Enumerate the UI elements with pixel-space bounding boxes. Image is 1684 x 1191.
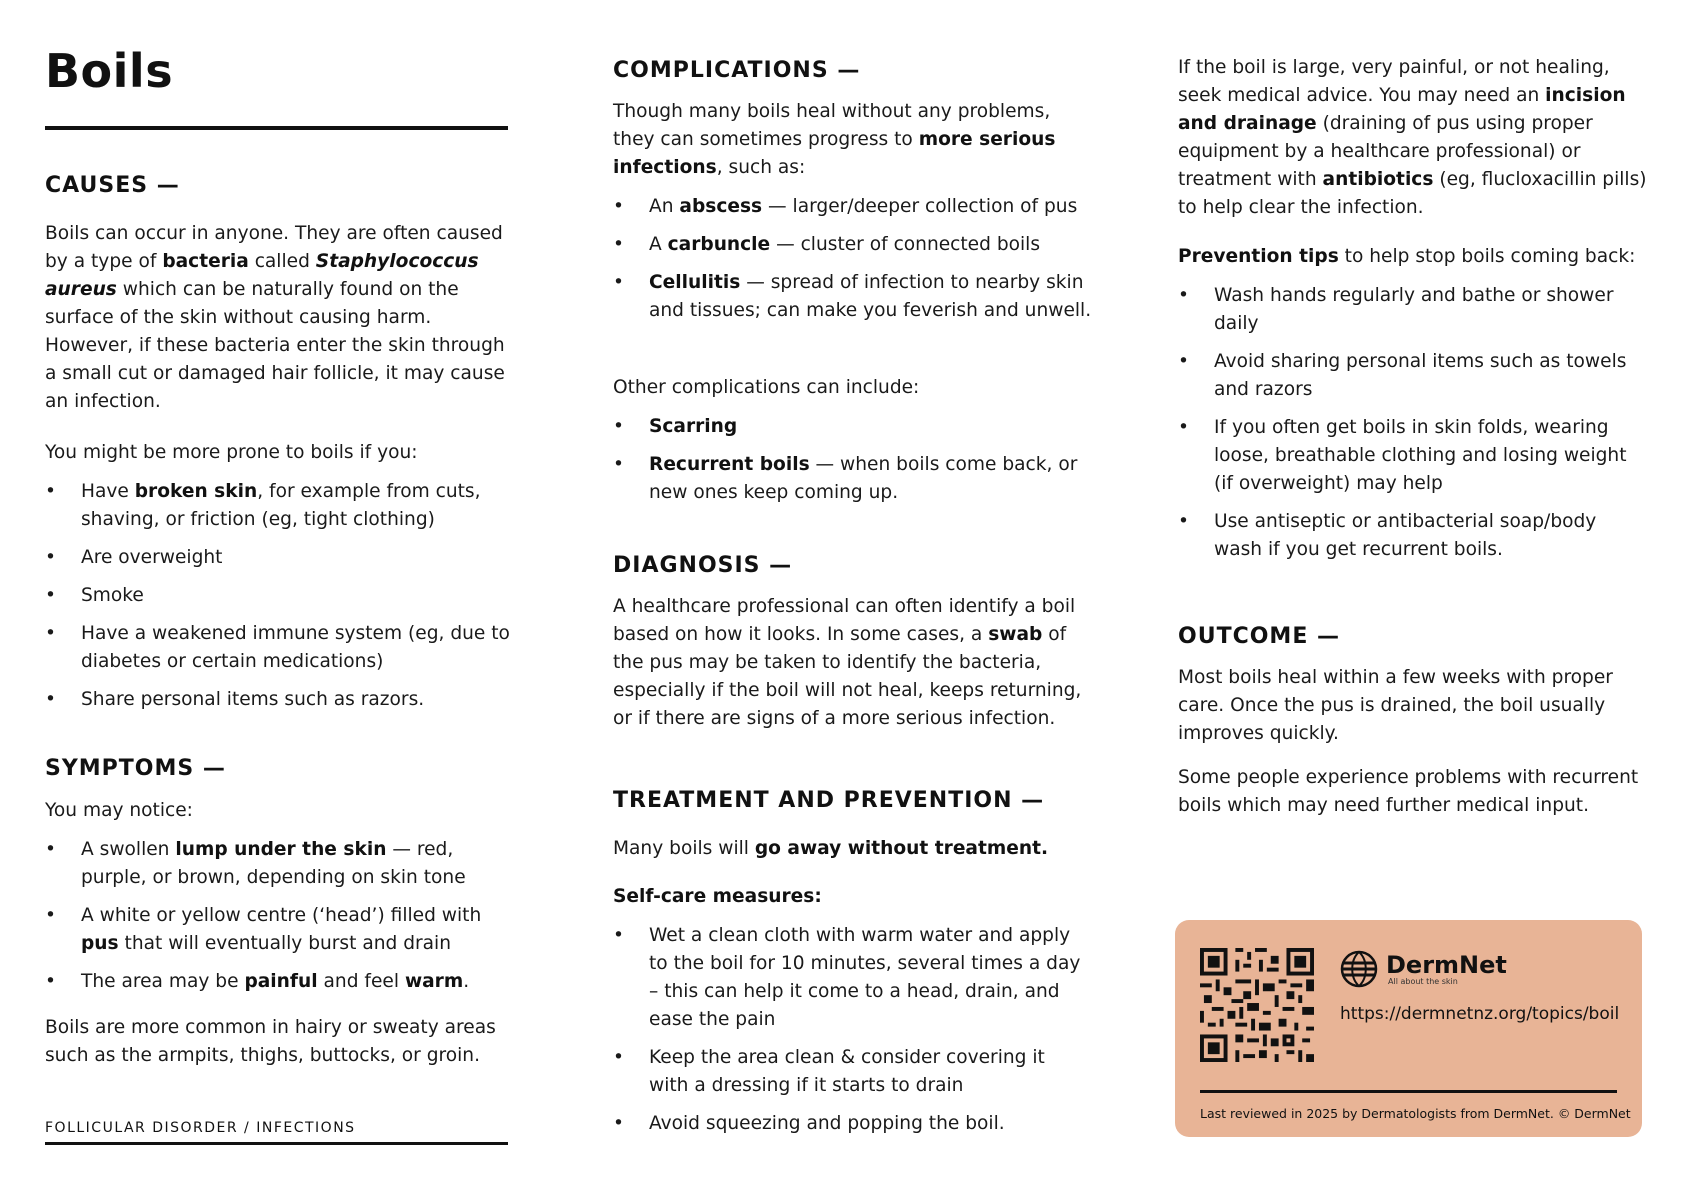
prevention-list <box>1178 282 1648 574</box>
causes-paragraph: Boils can occur in anyone. They are often caused by a type of bacteria called Staphylococcus aureus which can be naturally found on the surface of the skin without causing harm. However, if these bacteria enter the skin through a small cut or damaged hair follicle, it may cause an infection. <box>45 223 505 412</box>
symptoms-intro: You may notice: <box>45 800 193 821</box>
globe-icon <box>1340 950 1378 988</box>
brand-name: DermNet <box>1386 950 1507 979</box>
complications-list-2 <box>613 413 1093 517</box>
review-note: Last reviewed in 2025 by Dermatologists from DermNet. © DermNet <box>1200 1106 1631 1121</box>
list-item: • The area may be painful and feel warm. <box>45 968 515 996</box>
selfcare-heading: Self-care measures: <box>613 886 822 907</box>
list-item: • A carbuncle — cluster of connected boils <box>613 231 1093 259</box>
list-item: • A swollen lump under the skin — red, purple, or brown, depending on skin tone <box>45 836 515 892</box>
dermnet-logo <box>1340 950 1507 988</box>
list-item: • Recurrent boils — when boils come back, or new ones keep coming up. <box>613 451 1093 507</box>
list-item: • An abscess — larger/deeper collection of pus <box>613 193 1093 221</box>
list-item: • Have broken skin, for example from cuts, shaving, or friction (eg, tight clothing) <box>45 478 515 534</box>
treatment-advice: If the boil is large, very painful, or not healing, seek medical advice. You may need an incision and drainage (draining of pus using proper equipment by a healthcare professional) or treatment with antibiotics (eg, flucloxacillin pills) to help clear the infection. <box>1178 57 1647 218</box>
list-item: • Have a weakened immune system (eg, due to diabetes or certain medications) <box>45 620 515 676</box>
list-item: • Smoke <box>45 582 515 610</box>
list-item: • Avoid squeezing and popping the boil. <box>613 1110 1088 1138</box>
outcome-heading: OUTCOME — <box>1178 624 1341 649</box>
list-item: • Keep the area clean & consider covering it with a dressing if it starts to drain <box>613 1044 1088 1100</box>
selfcare-list <box>613 922 1088 1148</box>
complications-heading: COMPLICATIONS — <box>613 58 861 83</box>
footer-divider <box>45 1142 508 1145</box>
diagnosis-paragraph: A healthcare professional can often identify a boil based on how it looks. In some cases, a swab of the pus may be taken to identify the bacteria, especially if the boil will not heal, keeps returning, or if there are signs of a more serious infection. <box>613 596 1082 729</box>
outcome-paragraph-1: Most boils heal within a few weeks with proper care. Once the pus is drained, the boil usually improves quickly. <box>1178 667 1613 744</box>
causes-prone-intro: You might be more prone to boils if you: <box>45 442 418 463</box>
topic-url-link[interactable]: https://dermnetnz.org/topics/boil <box>1340 1004 1620 1024</box>
list-item: • Are overweight <box>45 544 515 572</box>
prevention-intro: Prevention tips to help stop boils coming back: <box>1178 246 1636 267</box>
causes-list <box>45 478 515 724</box>
category-label: FOLLICULAR DISORDER / INFECTIONS <box>45 1120 356 1136</box>
list-item: • Cellulitis — spread of infection to nearby skin and tissues; can make you feverish and unwell. <box>613 269 1093 325</box>
dermnet-card <box>1175 920 1642 1137</box>
list-item: • If you often get boils in skin folds, wearing loose, breathable clothing and losing weight (if overweight) may help <box>1178 414 1648 498</box>
list-item: • Use antiseptic or antibacterial soap/body wash if you get recurrent boils. <box>1178 508 1648 564</box>
treatment-heading: TREATMENT AND PREVENTION — <box>613 788 1045 813</box>
list-item: • Avoid sharing personal items such as towels and razors <box>1178 348 1648 404</box>
treatment-intro: Many boils will go away without treatment. <box>613 838 1049 859</box>
list-item: • Share personal items such as razors. <box>45 686 515 714</box>
list-item: • Wash hands regularly and bathe or shower daily <box>1178 282 1648 338</box>
list-item: • Wet a clean cloth with warm water and apply to the boil for 10 minutes, several times a day – this can help it come to a head, drain, and ease the pain <box>613 922 1088 1034</box>
symptoms-heading: SYMPTOMS — <box>45 756 226 781</box>
brand-tagline: All about the skin <box>1388 976 1458 986</box>
complications-other: Other complications can include: <box>613 377 920 398</box>
list-item: • Scarring <box>613 413 1093 441</box>
title-divider <box>45 126 508 130</box>
page-title: Boils <box>45 44 174 98</box>
complications-intro: Though many boils heal without any problems, they can sometimes progress to more serious infections, such as: <box>613 101 1056 178</box>
card-divider <box>1200 1090 1617 1093</box>
complications-list <box>613 193 1093 335</box>
list-item: • A white or yellow centre (‘head’) filled with pus that will eventually burst and drain <box>45 902 515 958</box>
qr-code-icon[interactable] <box>1200 948 1314 1062</box>
symptoms-outro: Boils are more common in hairy or sweaty areas such as the armpits, thighs, buttocks, or groin. <box>45 1017 496 1066</box>
symptoms-list <box>45 836 515 1006</box>
diagnosis-heading: DIAGNOSIS — <box>613 553 793 578</box>
outcome-paragraph-2: Some people experience problems with recurrent boils which may need further medical input. <box>1178 767 1639 816</box>
causes-heading: CAUSES — <box>45 173 180 198</box>
